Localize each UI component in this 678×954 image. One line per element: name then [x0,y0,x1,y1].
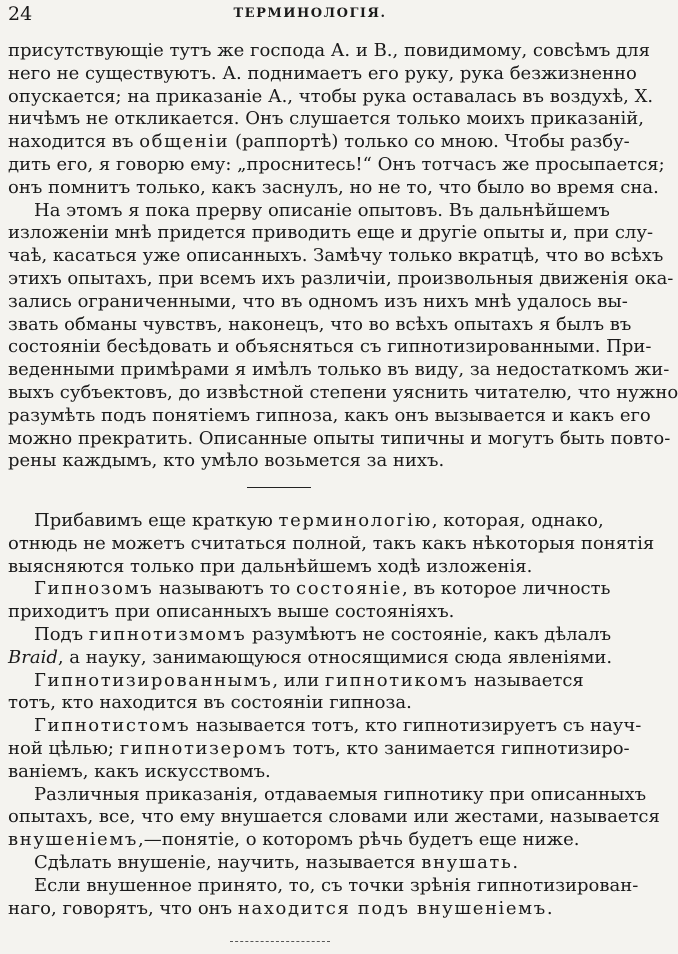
text-block-terminology [8,510,660,920]
text-line: отнюдь не можетъ считаться полной, такъ какъ нѣкоторыя понятія [8,532,655,554]
text-line: онъ помнитъ только, какъ заснулъ, но не то, что было во время сна. [8,176,659,198]
text-line: него не существуютъ. А. поднимаетъ его руку, рука безжизненно [8,62,637,84]
text-line: тотъ, кто находится въ состояніи гипноза. [8,692,412,714]
text-line [8,623,612,647]
text-run: называютъ то [153,578,297,600]
spaced-term: внушеніемъ [8,829,138,851]
text-line [8,898,608,921]
text-line: опускается; на приказаніе А., чтобы рука оставалась въ воздухѣ, Х. [8,85,654,107]
spaced-term: гипнотизеромъ [119,737,287,759]
text-line: чаѣ, касаться уже описанныхъ. Замѣчу только вкратцѣ, что во всѣхъ [8,245,664,267]
text-run: , а науку, занимающуюся относящимися сюда явленіями. [57,646,613,668]
text-line: состояніи бесѣдовать и объясняться съ гипнотизированными. При- [8,336,652,358]
text-line: опытахъ, все, что ему внушается словами или жестами, называется [8,806,660,828]
text-line: приходитъ при описанныхъ выше состояніяхъ. [8,601,455,623]
text-line: можно прекратить. Описанные опыты типичны и могутъ быть повто- [8,427,671,449]
spaced-term: внушать [421,851,513,873]
spaced-term: Гипнотизированнымъ [34,669,273,691]
text-line [8,510,608,533]
text-line: звать обманы чувствъ, наконецъ, что во всѣхъ опытахъ я былъ въ [8,313,632,335]
running-title: ТЕРМИНОЛОГІЯ. [233,6,387,21]
spaced-term: общеніи [139,131,230,153]
text-run: , или [272,669,325,691]
text-line: рены каждымъ, кто умѣло возьмется за нихъ. [8,450,445,472]
text-line [8,715,642,738]
text-line [8,852,608,875]
text-line: выясняются только при дальнѣйшемъ ходѣ изложенія. [8,555,533,577]
text-line [8,737,630,761]
text-run: находится въ [8,131,140,153]
text-run: разумѣютъ не состояніе, какъ дѣлалъ [246,623,612,645]
text-line: Различныя приказанія, отдаваемыя гипнотику при описанныхъ [34,783,647,805]
text-line: дить его, я говорю ему: „проснитесь!“ Онъ тотчасъ же просыпается; [8,153,665,175]
spaced-term: терминологію [278,510,432,531]
text-run: наго, говорятъ, что онъ [8,897,238,919]
text-line: ваніемъ, какъ искусствомъ. [8,760,271,782]
spaced-term: Гипнотистомъ [34,715,191,737]
text-run: называется тотъ, кто гипнотизируетъ съ науч- [190,715,642,737]
text-line [8,131,630,154]
text-line: На этомъ я пока прерву описаніе опытовъ. Въ дальнѣйшемъ [34,199,610,221]
text-line: выхъ субъектовъ, до извѣстной степени уяснить читателю, что нужно [8,381,678,403]
text-run: (раппортѣ) только со мною. Чтобы разбу- [229,131,630,153]
text-block-experiments [8,40,678,473]
spaced-term: находится подъ внушеніемъ [237,897,547,919]
spaced-term: гипнотизмомъ [88,623,247,645]
text-line: ничѣмъ не откликается. Онъ слушается только моихъ приказаній, [8,108,645,130]
text-run: тотъ, кто занимается гипнотизиро- [286,737,630,759]
text-line [8,829,608,852]
text-run: , которая, однако, [431,510,604,531]
text-run: ной цѣлью; [8,737,120,759]
page-header [8,2,612,26]
italic-name: Braid [8,646,58,668]
text-run: Прибавимъ еще краткую [34,510,279,531]
text-run: . [546,897,553,919]
text-line: зались ограниченными, что въ одномъ изъ нихъ мнѣ удалось вы- [8,290,628,312]
text-line: веденными примѣрами я имѣлъ только въ виду, за недостаткомъ жи- [8,359,670,381]
spaced-term: состояніе [296,578,403,600]
text-line: разумѣть подъ понятіемъ гипноза, какъ онъ вызывается и какъ его [8,404,651,426]
text-run: Подъ [34,623,89,645]
text-line [8,646,613,670]
text-run: называется [468,669,584,691]
text-line: присутствующіе тутъ же господа А. и В., повидимому, совсѣмъ для [8,40,650,61]
text-line: изложеніи мнѣ придется приводить еще и другіе опыты и, при слу- [8,222,654,244]
spaced-term: Гипнозомъ [34,578,154,600]
text-line [8,578,611,601]
text-run: ,—понятіе, о которомъ рѣчь будетъ еще ниже. [137,829,580,851]
text-line [8,670,608,693]
text-run: . [512,851,519,873]
text-line: Если внушенное принято, то, съ точки зрѣнія гипнотизирован- [34,874,639,896]
bottom-printing-mark [230,941,330,942]
text-run: , въ которое личность [402,578,611,600]
text-line: этихъ опытахъ, при всемъ ихъ различіи, произвольныя движенія ока- [8,267,674,289]
text-run: Сдѣлать внушеніе, научить, называется [34,851,422,873]
spaced-term: гипнотикомъ [324,669,469,691]
page-number: 24 [8,3,33,25]
section-divider [247,487,311,488]
